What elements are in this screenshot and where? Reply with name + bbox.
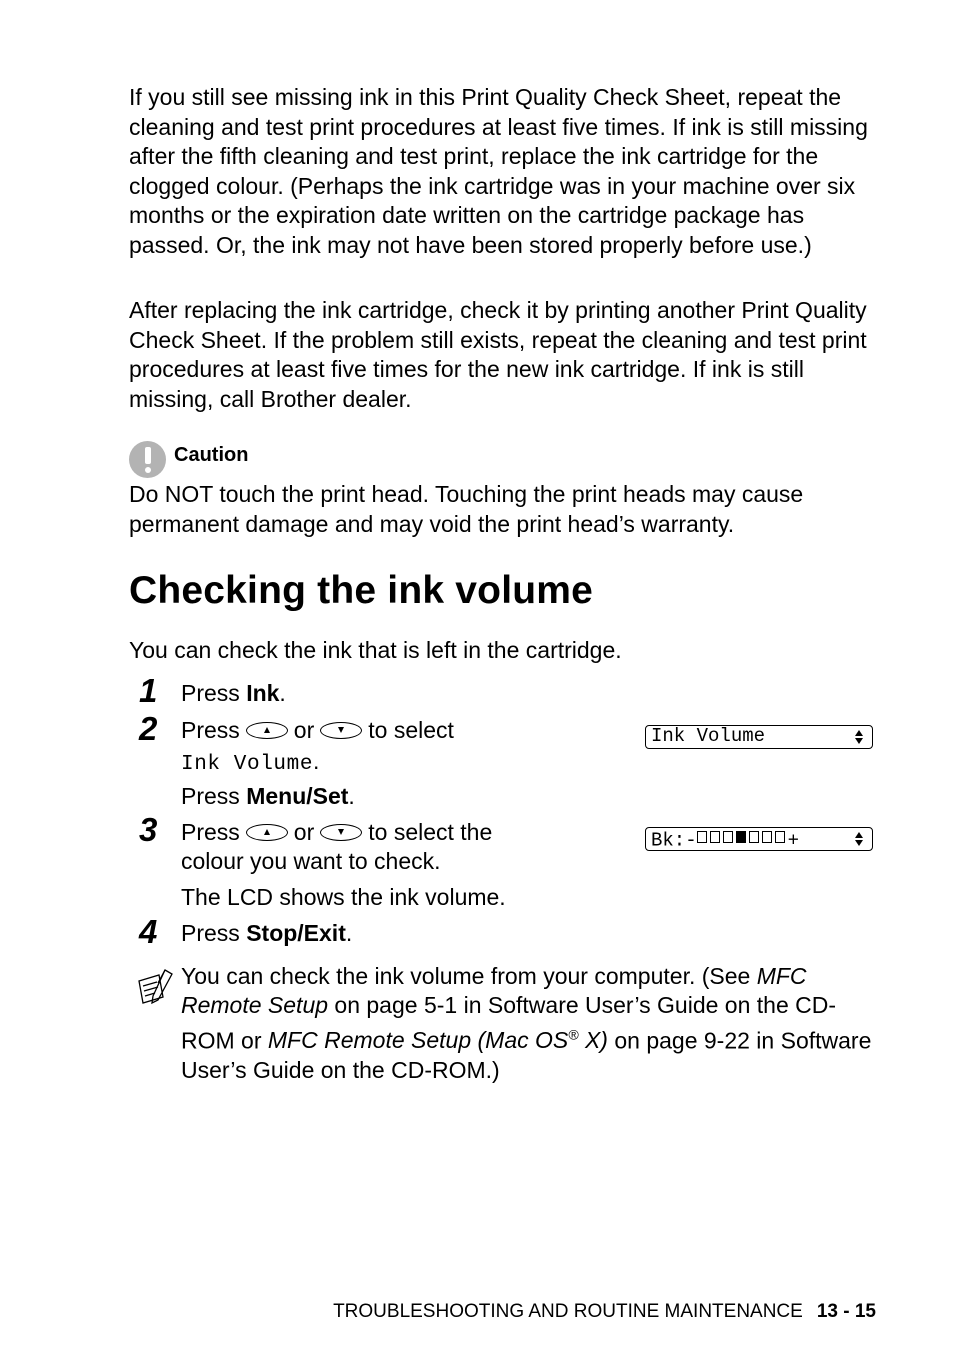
step-3-line-3: The LCD shows the ink volume. bbox=[181, 884, 506, 910]
step-number-2: 2 bbox=[139, 710, 158, 747]
step-number-4: 4 bbox=[139, 913, 158, 950]
note-link-mac-os bbox=[268, 1027, 608, 1053]
step-2-or: or bbox=[293, 717, 315, 743]
lcd-up-down-icon bbox=[855, 729, 863, 745]
ink-level-segment bbox=[710, 831, 720, 843]
note-link-mfc-remote-setup: MFC Remote Setup bbox=[181, 963, 807, 1019]
ink-level-bar-graph bbox=[697, 828, 788, 849]
ink-level-segment bbox=[775, 831, 785, 843]
step-4-text bbox=[181, 920, 352, 947]
step-2-press: Press bbox=[181, 717, 240, 743]
step-1-period: . bbox=[279, 680, 286, 706]
ink-level-segment bbox=[723, 831, 733, 843]
up-arrow-key-icon bbox=[246, 824, 288, 841]
section-intro: You can check the ink that is left in the cartridge. bbox=[129, 637, 622, 663]
lcd-ink-volume-text: Ink Volume bbox=[651, 725, 766, 747]
step-2-period-2: . bbox=[348, 783, 355, 809]
down-arrow-key-icon bbox=[320, 824, 362, 841]
step-3-press: Press bbox=[181, 819, 240, 845]
step-number-1: 1 bbox=[139, 672, 158, 709]
step-1-text bbox=[181, 680, 286, 707]
up-arrow-key-icon bbox=[246, 722, 288, 739]
step-1-press: Press bbox=[181, 680, 240, 706]
page-footer bbox=[333, 1301, 876, 1323]
lcd-ink-volume bbox=[645, 725, 873, 749]
menu-set-key-label: Menu/Set bbox=[246, 783, 349, 809]
step-2-line-1 bbox=[181, 717, 454, 744]
step-3-line-2: colour you want to check. bbox=[181, 848, 441, 874]
step-2-lcd-text: Ink Volume bbox=[181, 753, 314, 776]
step-2-press-2: Press bbox=[181, 783, 240, 809]
ink-level-segment bbox=[697, 831, 707, 843]
caution-title: Caution bbox=[174, 444, 249, 466]
lcd-ink-level-suffix: + bbox=[787, 829, 800, 852]
caution-text: Do NOT touch the print head. Touching the print heads may cause permanent damage and may void the print head’s warranty. bbox=[129, 481, 804, 537]
note-mac-os-x: X) bbox=[578, 1027, 608, 1054]
note-text-1: You can check the ink volume from your computer. (See bbox=[181, 963, 757, 989]
paragraph-after-replacing: After replacing the ink cartridge, check it by printing another Print Quality Check Sheet. If the problem still exists, repeat the cleaning and test print procedures at least five times for the new ink cartridge. If ink is still missing, call Brother dealer. bbox=[129, 297, 867, 412]
step-2-period: . bbox=[313, 748, 320, 774]
step-3-tail: to select the bbox=[368, 819, 493, 845]
lcd-ink-level-prefix: Bk:- bbox=[651, 829, 697, 852]
note-text bbox=[181, 962, 881, 1085]
step-4-period: . bbox=[345, 920, 353, 946]
ink-level-segment bbox=[762, 831, 772, 843]
note-pencil-icon bbox=[135, 967, 175, 1007]
lcd-up-down-icon bbox=[855, 831, 863, 847]
note-text-2: on page 5-1 in Software User’s Guide on the CD-ROM or bbox=[181, 992, 837, 1054]
step-number-3: 3 bbox=[139, 811, 158, 848]
note-mac-os-text: MFC Remote Setup (Mac OS bbox=[267, 1027, 569, 1054]
registered-mark: ® bbox=[568, 1026, 579, 1043]
ink-level-segment bbox=[736, 831, 746, 843]
footer-page-number: 13 - 15 bbox=[816, 1301, 876, 1322]
step-2-tail: to select bbox=[368, 717, 454, 743]
step-3-or: or bbox=[293, 819, 315, 845]
step-2-line-3 bbox=[181, 783, 355, 810]
paragraph-repeat-cleaning: If you still see missing ink in this Print Quality Check Sheet, repeat the cleaning and test print procedures at least five times. If ink is still missing after the fifth cleaning and test print, replace the ink cartridge for the clogged colour. (Perhaps the ink cartridge was in your machine over six months or the expiration date written on the cartridge package has passed. Or, the ink may not have been stored properly before use.) bbox=[129, 84, 868, 258]
footer-chapter: TROUBLESHOOTING AND ROUTINE MAINTENANCE bbox=[333, 1301, 803, 1322]
ink-key-label: Ink bbox=[246, 680, 280, 706]
section-title: Checking the ink volume bbox=[129, 569, 594, 612]
step-3-line-1 bbox=[181, 819, 492, 846]
step-2-line-2 bbox=[181, 748, 319, 776]
down-arrow-key-icon bbox=[320, 722, 362, 739]
stop-exit-key-label: Stop/Exit bbox=[246, 920, 346, 946]
lcd-ink-level bbox=[645, 827, 873, 851]
caution-icon bbox=[129, 441, 166, 478]
ink-level-segment bbox=[749, 831, 759, 843]
step-4-press: Press bbox=[181, 920, 240, 946]
note-text-3: on page 9-22 in Software User’s Guide on the CD-ROM.) bbox=[181, 1027, 872, 1083]
